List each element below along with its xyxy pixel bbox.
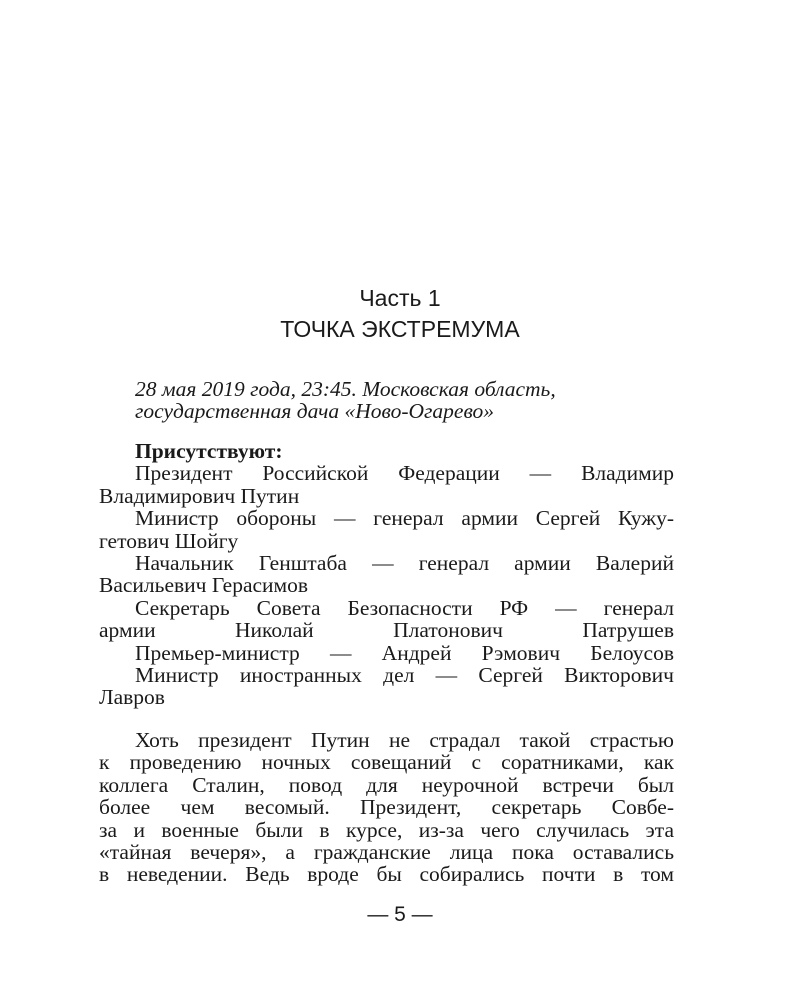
cast-line: гетович Шойгу (99, 528, 239, 553)
cast-line: Начальник Генштаба — генерал армии Валерий (135, 551, 674, 576)
paragraph-line: Хоть президент Путин не страдал такой страстью (135, 728, 674, 752)
cast-line: Владимирович Путин (99, 483, 300, 508)
paragraph-line: к проведению ночных совещаний с соратниками, как (99, 750, 674, 775)
cast-line: Премьер-министр — Андрей Рэмович Белоусов (135, 640, 674, 665)
cast-line: Президент Российской Федерации — Владимир (135, 461, 674, 486)
body-paragraph (99, 729, 674, 886)
cast-list (99, 440, 674, 709)
paragraph-line: за и военные были в курсе, из-за чего случилась эта (99, 817, 674, 842)
paragraph-line: в неведении. Ведь вроде бы собирались почти в том (99, 862, 674, 887)
setting-line: государственная дача «Ново-Огарево» (135, 399, 495, 424)
cast-line: Министр иностранных дел — Сергей Викторович (135, 663, 674, 688)
cast-line: Васильевич Герасимов (99, 573, 309, 598)
paragraph-line: более чем весомый. Президент, секретарь Совбе- (99, 795, 674, 820)
cast-line: Министр обороны — генерал армии Сергей Кужу- (135, 506, 674, 531)
cast-title: Присутствуют: (135, 439, 283, 463)
paragraph-line: «тайная вечеря», а гражданские лица пока оставались (99, 840, 674, 865)
scene-setting (135, 378, 556, 423)
cast-line: Лавров (99, 685, 165, 710)
chapter-title: ТОЧКА ЭКСТРЕМУМА (280, 316, 520, 342)
chapter-number: Часть 1 (359, 285, 441, 311)
paragraph-line: коллега Сталин, повод для неурочной встречи был (99, 772, 674, 797)
chapter-heading (0, 283, 800, 345)
page-number: — 5 — (367, 903, 433, 926)
cast-line: армии Николай Платонович Патрушев (99, 618, 674, 643)
cast-line: Секретарь Совета Безопасности РФ — генерал (135, 595, 674, 620)
setting-line: 28 мая 2019 года, 23:45. Московская область, (135, 377, 556, 401)
